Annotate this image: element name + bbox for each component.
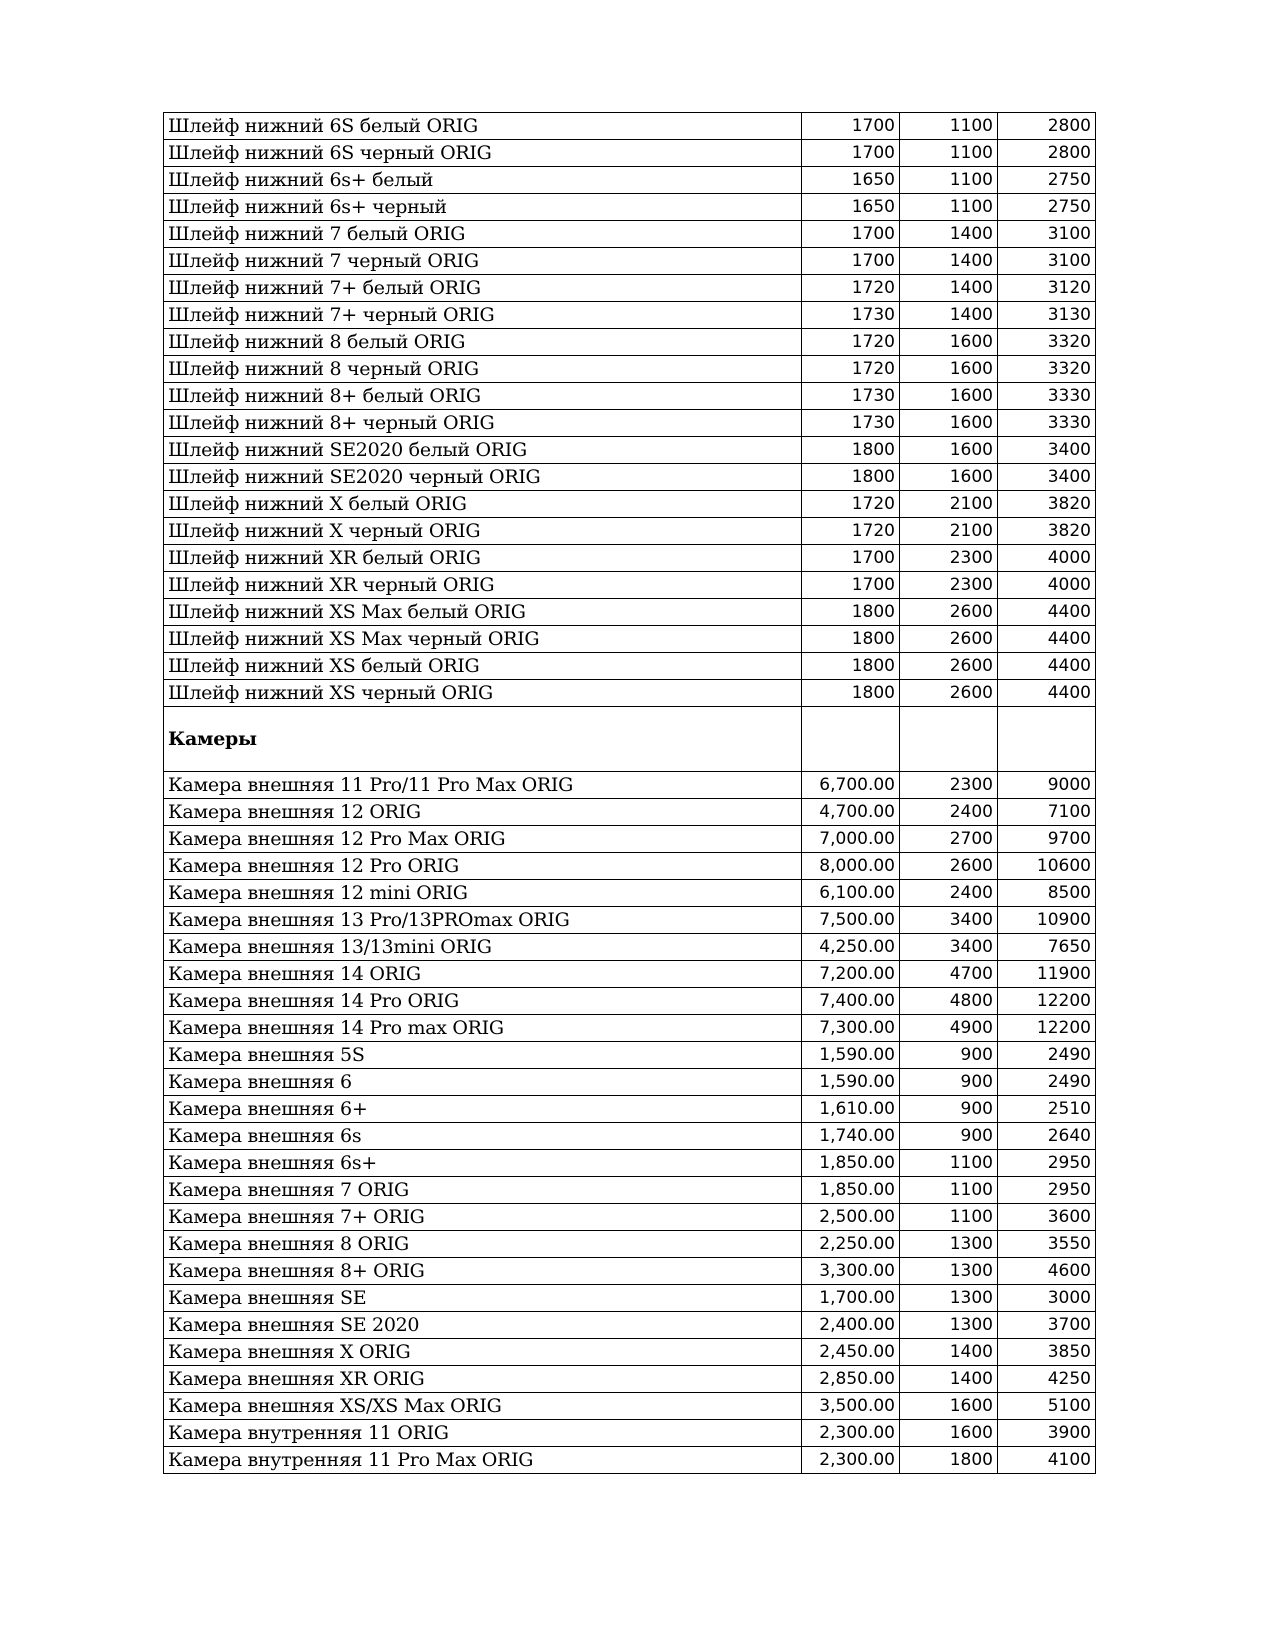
price-1-cell: 1800: [802, 464, 900, 491]
price-1-cell: 1800: [802, 680, 900, 707]
product-name-cell: Шлейф нижний XS Max черный ORIG: [164, 626, 802, 653]
price-2-cell: 1100: [900, 1204, 998, 1231]
product-name-cell: Шлейф нижний X черный ORIG: [164, 518, 802, 545]
table-row: [164, 826, 1096, 853]
price-1-cell: 1,850.00: [802, 1177, 900, 1204]
product-name-cell: Камера внешняя 13/13mini ORIG: [164, 934, 802, 961]
product-name-cell: Камера внешняя XR ORIG: [164, 1366, 802, 1393]
table-row: [164, 680, 1096, 707]
price-2-cell: 1800: [900, 1447, 998, 1474]
price-2-cell: 900: [900, 1042, 998, 1069]
price-1-cell: 1720: [802, 356, 900, 383]
product-name-cell: Шлейф нижний 7+ черный ORIG: [164, 302, 802, 329]
price-2-cell: 3400: [900, 934, 998, 961]
price-2-cell: 900: [900, 1069, 998, 1096]
product-name-cell: Шлейф нижний SE2020 белый ORIG: [164, 437, 802, 464]
price-total-cell: 4400: [998, 599, 1096, 626]
price-total-cell: 3330: [998, 383, 1096, 410]
table-row: [164, 383, 1096, 410]
table-row: [164, 437, 1096, 464]
price-total-cell: 7650: [998, 934, 1096, 961]
table-row: [164, 653, 1096, 680]
price-total-cell: 5100: [998, 1393, 1096, 1420]
table-row: [164, 1258, 1096, 1285]
product-name-cell: Камера внутренняя 11 Pro Max ORIG: [164, 1447, 802, 1474]
price-1-cell: 1,610.00: [802, 1096, 900, 1123]
price-total-cell: 4600: [998, 1258, 1096, 1285]
price-1-cell: 2,450.00: [802, 1339, 900, 1366]
product-name-cell: Камера внешняя SE: [164, 1285, 802, 1312]
product-name-cell: Камера внешняя 6+: [164, 1096, 802, 1123]
table-row: [164, 221, 1096, 248]
price-1-cell: 1730: [802, 383, 900, 410]
price-total-cell: 11900: [998, 961, 1096, 988]
price-2-cell: 1100: [900, 194, 998, 221]
price-total-cell: 2490: [998, 1069, 1096, 1096]
price-1-cell: 7,200.00: [802, 961, 900, 988]
table-row: [164, 1150, 1096, 1177]
price-2-cell: 1600: [900, 383, 998, 410]
price-2-cell: 1600: [900, 356, 998, 383]
table-row: [164, 1231, 1096, 1258]
product-name-cell: Камера внешняя 6s: [164, 1123, 802, 1150]
table-row: [164, 491, 1096, 518]
price-1-cell: 3,300.00: [802, 1258, 900, 1285]
price-total-cell: 3550: [998, 1231, 1096, 1258]
product-name-cell: Шлейф нижний XS белый ORIG: [164, 653, 802, 680]
price-1-cell: 1650: [802, 194, 900, 221]
product-name-cell: Камера внешняя XS/XS Max ORIG: [164, 1393, 802, 1420]
price-total-cell: 2510: [998, 1096, 1096, 1123]
price-total-cell: 2950: [998, 1177, 1096, 1204]
price-2-cell: 2600: [900, 626, 998, 653]
table-row: [164, 626, 1096, 653]
price-1-cell: 4,700.00: [802, 799, 900, 826]
price-total-cell: 2750: [998, 167, 1096, 194]
table-row: [164, 275, 1096, 302]
price-2-cell: 1300: [900, 1312, 998, 1339]
product-name-cell: Шлейф нижний 7+ белый ORIG: [164, 275, 802, 302]
price-2-cell: 2300: [900, 772, 998, 799]
price-2-cell: 1100: [900, 1150, 998, 1177]
price-1-cell: 1720: [802, 275, 900, 302]
price-2-cell: 2300: [900, 572, 998, 599]
price-2-cell: 1300: [900, 1285, 998, 1312]
price-table-body: [164, 113, 1096, 1474]
product-name-cell: Камера внешняя 8 ORIG: [164, 1231, 802, 1258]
price-total-cell: 3100: [998, 248, 1096, 275]
product-name-cell: Камера внешняя 7 ORIG: [164, 1177, 802, 1204]
table-row: [164, 1069, 1096, 1096]
price-1-cell: 7,300.00: [802, 1015, 900, 1042]
product-name-cell: Камера внешняя X ORIG: [164, 1339, 802, 1366]
price-2-cell: 2600: [900, 680, 998, 707]
price-2-cell: 1600: [900, 464, 998, 491]
price-1-cell: [802, 707, 900, 772]
price-2-cell: [900, 707, 998, 772]
price-total-cell: 4250: [998, 1366, 1096, 1393]
price-total-cell: 3850: [998, 1339, 1096, 1366]
product-name-cell: Шлейф нижний 6S черный ORIG: [164, 140, 802, 167]
table-row: [164, 934, 1096, 961]
price-2-cell: 3400: [900, 907, 998, 934]
table-row: [164, 880, 1096, 907]
price-1-cell: 1720: [802, 491, 900, 518]
price-total-cell: 3320: [998, 356, 1096, 383]
table-row: [164, 1447, 1096, 1474]
price-1-cell: 1700: [802, 221, 900, 248]
table-row: [164, 329, 1096, 356]
price-total-cell: 3400: [998, 437, 1096, 464]
price-2-cell: 2600: [900, 653, 998, 680]
table-row: [164, 518, 1096, 545]
price-1-cell: 1720: [802, 329, 900, 356]
table-row: [164, 248, 1096, 275]
price-2-cell: 1600: [900, 1420, 998, 1447]
price-2-cell: 2700: [900, 826, 998, 853]
table-row: [164, 545, 1096, 572]
product-name-cell: Шлейф нижний 6s+ черный: [164, 194, 802, 221]
price-2-cell: 4700: [900, 961, 998, 988]
price-total-cell: 4000: [998, 545, 1096, 572]
table-row: [164, 988, 1096, 1015]
product-name-cell: Шлейф нижний 7 черный ORIG: [164, 248, 802, 275]
price-2-cell: 1400: [900, 248, 998, 275]
product-name-cell: Камера внешняя 14 Pro ORIG: [164, 988, 802, 1015]
price-2-cell: 1100: [900, 113, 998, 140]
price-1-cell: 1800: [802, 626, 900, 653]
price-2-cell: 1300: [900, 1231, 998, 1258]
price-1-cell: 1,700.00: [802, 1285, 900, 1312]
price-total-cell: 4100: [998, 1447, 1096, 1474]
price-2-cell: 4900: [900, 1015, 998, 1042]
table-row: [164, 1123, 1096, 1150]
table-row: [164, 410, 1096, 437]
table-row: [164, 1177, 1096, 1204]
price-total-cell: 3120: [998, 275, 1096, 302]
table-row: [164, 1015, 1096, 1042]
table-row: [164, 1393, 1096, 1420]
table-row: [164, 1096, 1096, 1123]
price-total-cell: 2640: [998, 1123, 1096, 1150]
price-total-cell: 4400: [998, 653, 1096, 680]
price-total-cell: 3320: [998, 329, 1096, 356]
product-name-cell: Шлейф нижний 8+ черный ORIG: [164, 410, 802, 437]
price-2-cell: 1100: [900, 140, 998, 167]
price-2-cell: 1400: [900, 221, 998, 248]
product-name-cell: Шлейф нижний 8+ белый ORIG: [164, 383, 802, 410]
product-name-cell: Шлейф нижний XS черный ORIG: [164, 680, 802, 707]
price-total-cell: 3130: [998, 302, 1096, 329]
table-row: [164, 961, 1096, 988]
table-row: [164, 140, 1096, 167]
price-1-cell: 7,400.00: [802, 988, 900, 1015]
table-row: [164, 1204, 1096, 1231]
price-total-cell: 8500: [998, 880, 1096, 907]
price-total-cell: 4000: [998, 572, 1096, 599]
price-total-cell: 2950: [998, 1150, 1096, 1177]
price-total-cell: 2750: [998, 194, 1096, 221]
price-1-cell: 2,850.00: [802, 1366, 900, 1393]
product-name-cell: Камера внешняя 12 Pro ORIG: [164, 853, 802, 880]
price-2-cell: 1400: [900, 1339, 998, 1366]
table-row: [164, 853, 1096, 880]
price-total-cell: 3100: [998, 221, 1096, 248]
price-1-cell: 2,400.00: [802, 1312, 900, 1339]
section-header-row: [164, 707, 1096, 772]
product-name-cell: Шлейф нижний XR белый ORIG: [164, 545, 802, 572]
table-row: [164, 1042, 1096, 1069]
price-2-cell: 900: [900, 1123, 998, 1150]
price-total-cell: 10600: [998, 853, 1096, 880]
table-row: [164, 302, 1096, 329]
price-1-cell: 1800: [802, 653, 900, 680]
product-name-cell: Камера внешняя 6s+: [164, 1150, 802, 1177]
product-name-cell: Камера внешняя 11 Pro/11 Pro Max ORIG: [164, 772, 802, 799]
section-title: Камеры: [164, 707, 802, 772]
price-1-cell: 1730: [802, 302, 900, 329]
product-name-cell: Камера внешняя 12 ORIG: [164, 799, 802, 826]
price-2-cell: 4800: [900, 988, 998, 1015]
table-row: [164, 907, 1096, 934]
table-row: [164, 572, 1096, 599]
price-1-cell: 3,500.00: [802, 1393, 900, 1420]
table-row: [164, 167, 1096, 194]
product-name-cell: Камера внешняя 12 Pro Max ORIG: [164, 826, 802, 853]
price-total-cell: 3900: [998, 1420, 1096, 1447]
price-total-cell: 4400: [998, 626, 1096, 653]
price-total-cell: 2800: [998, 113, 1096, 140]
price-total-cell: 2800: [998, 140, 1096, 167]
product-name-cell: Шлейф нижний X белый ORIG: [164, 491, 802, 518]
table-row: [164, 772, 1096, 799]
price-1-cell: 1,590.00: [802, 1042, 900, 1069]
price-1-cell: 1700: [802, 113, 900, 140]
price-2-cell: 2400: [900, 799, 998, 826]
price-1-cell: 1800: [802, 437, 900, 464]
price-1-cell: 2,500.00: [802, 1204, 900, 1231]
price-1-cell: 1700: [802, 248, 900, 275]
price-total-cell: 3000: [998, 1285, 1096, 1312]
price-total-cell: 3820: [998, 491, 1096, 518]
product-name-cell: Камера внешняя 8+ ORIG: [164, 1258, 802, 1285]
price-1-cell: 1,740.00: [802, 1123, 900, 1150]
price-2-cell: 1600: [900, 437, 998, 464]
price-2-cell: 2100: [900, 518, 998, 545]
product-name-cell: Шлейф нижний 7 белый ORIG: [164, 221, 802, 248]
table-row: [164, 1285, 1096, 1312]
product-name-cell: Камера внешняя 14 ORIG: [164, 961, 802, 988]
price-table: [163, 112, 1096, 1474]
price-1-cell: 1650: [802, 167, 900, 194]
price-2-cell: 1400: [900, 1366, 998, 1393]
table-row: [164, 464, 1096, 491]
price-1-cell: 6,700.00: [802, 772, 900, 799]
product-name-cell: Шлейф нижний 8 белый ORIG: [164, 329, 802, 356]
price-1-cell: 1700: [802, 545, 900, 572]
product-name-cell: Шлейф нижний 6s+ белый: [164, 167, 802, 194]
product-name-cell: Камера внешняя 12 mini ORIG: [164, 880, 802, 907]
price-total-cell: 2490: [998, 1042, 1096, 1069]
product-name-cell: Камера внешняя 13 Pro/13PROmax ORIG: [164, 907, 802, 934]
price-2-cell: 1600: [900, 1393, 998, 1420]
table-row: [164, 1312, 1096, 1339]
product-name-cell: Камера внутренняя 11 ORIG: [164, 1420, 802, 1447]
table-row: [164, 356, 1096, 383]
product-name-cell: Камера внешняя SE 2020: [164, 1312, 802, 1339]
price-1-cell: 1,850.00: [802, 1150, 900, 1177]
price-1-cell: 1800: [802, 599, 900, 626]
product-name-cell: Камера внешняя 5S: [164, 1042, 802, 1069]
product-name-cell: Камера внешняя 6: [164, 1069, 802, 1096]
table-row: [164, 1420, 1096, 1447]
table-row: [164, 1366, 1096, 1393]
price-total-cell: 9700: [998, 826, 1096, 853]
price-1-cell: 7,500.00: [802, 907, 900, 934]
price-1-cell: 1,590.00: [802, 1069, 900, 1096]
price-total-cell: 3330: [998, 410, 1096, 437]
price-total-cell: [998, 707, 1096, 772]
price-2-cell: 1600: [900, 329, 998, 356]
table-row: [164, 799, 1096, 826]
price-2-cell: 900: [900, 1096, 998, 1123]
price-2-cell: 2400: [900, 880, 998, 907]
product-name-cell: Шлейф нижний XR черный ORIG: [164, 572, 802, 599]
price-1-cell: 1700: [802, 140, 900, 167]
product-name-cell: Шлейф нижний XS Max белый ORIG: [164, 599, 802, 626]
price-2-cell: 2600: [900, 853, 998, 880]
price-1-cell: 4,250.00: [802, 934, 900, 961]
price-2-cell: 1600: [900, 410, 998, 437]
price-total-cell: 3600: [998, 1204, 1096, 1231]
price-2-cell: 1400: [900, 302, 998, 329]
price-1-cell: 2,300.00: [802, 1447, 900, 1474]
product-name-cell: Шлейф нижний SE2020 черный ORIG: [164, 464, 802, 491]
price-total-cell: 12200: [998, 1015, 1096, 1042]
price-2-cell: 1400: [900, 275, 998, 302]
price-2-cell: 2100: [900, 491, 998, 518]
price-total-cell: 3700: [998, 1312, 1096, 1339]
product-name-cell: Шлейф нижний 8 черный ORIG: [164, 356, 802, 383]
price-1-cell: 8,000.00: [802, 853, 900, 880]
price-total-cell: 3820: [998, 518, 1096, 545]
table-row: [164, 113, 1096, 140]
product-name-cell: Шлейф нижний 6S белый ORIG: [164, 113, 802, 140]
price-1-cell: 1700: [802, 572, 900, 599]
price-1-cell: 1720: [802, 518, 900, 545]
price-total-cell: 7100: [998, 799, 1096, 826]
price-1-cell: 1730: [802, 410, 900, 437]
price-1-cell: 2,300.00: [802, 1420, 900, 1447]
table-row: [164, 194, 1096, 221]
product-name-cell: Камера внешняя 14 Pro max ORIG: [164, 1015, 802, 1042]
price-total-cell: 9000: [998, 772, 1096, 799]
price-1-cell: 7,000.00: [802, 826, 900, 853]
price-2-cell: 2600: [900, 599, 998, 626]
price-2-cell: 1100: [900, 167, 998, 194]
price-total-cell: 3400: [998, 464, 1096, 491]
price-total-cell: 12200: [998, 988, 1096, 1015]
table-row: [164, 1339, 1096, 1366]
price-total-cell: 10900: [998, 907, 1096, 934]
price-2-cell: 1300: [900, 1258, 998, 1285]
price-1-cell: 6,100.00: [802, 880, 900, 907]
price-2-cell: 1100: [900, 1177, 998, 1204]
table-row: [164, 599, 1096, 626]
price-2-cell: 2300: [900, 545, 998, 572]
product-name-cell: Камера внешняя 7+ ORIG: [164, 1204, 802, 1231]
price-total-cell: 4400: [998, 680, 1096, 707]
price-1-cell: 2,250.00: [802, 1231, 900, 1258]
